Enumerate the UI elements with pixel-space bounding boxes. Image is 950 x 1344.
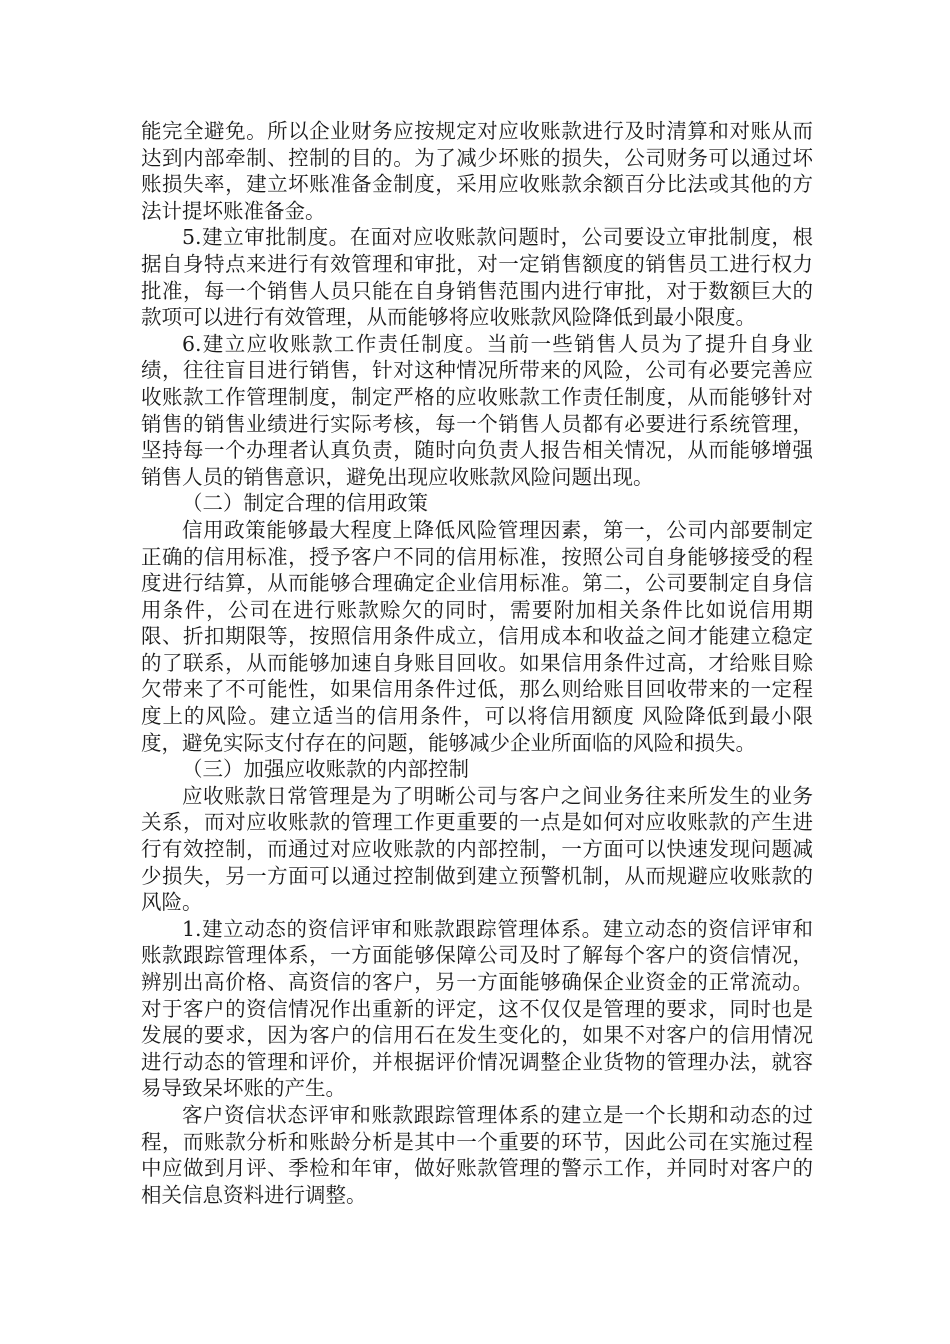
section-heading-internal-control: （三）加强应收账款的内部控制	[182, 757, 469, 782]
paragraph-approval-system: 5.建立审批制度。在面对应收账款问题时，公司要设立审批制度，根据自身特点来进行有效管理和审批，对一定销售额度的销售员工进行权力批准，每一个销售人员只能在自身销售范围内进行审批，对于数额巨大的款项可以进行有效管理，从而能够将应收账款风险降低到最小限度。	[141, 225, 813, 330]
paragraph-internal-control: 应收账款日常管理是为了明晰公司与客户之间业务往来所发生的业务关系，而对应收账款的管理工作更重要的一点是如何对应收账款的产生进行有效控制，而通过对应收账款的内部控制，一方面可以快速发现问题减少损失，另一方面可以通过控制做到建立预警机制，从而规避应收账款的风险。	[141, 783, 813, 915]
paragraph-tracking-system: 客户资信状态评审和账款跟踪管理体系的建立是一个长期和动态的过程，而账款分析和账龄分析是其中一个重要的环节，因此公司在实施过程中应做到月评、季检和年审，做好账款管理的警示工作，并同时对客户的相关信息资料进行调整。	[141, 1102, 813, 1207]
paragraph-continuation: 能完全避免。所以企业财务应按规定对应收账款进行及时清算和对账从而达到内部牵制、控制的目的。为了减少坏账的损失，公司财务可以通过坏账损失率，建立坏账准备金制度，采用应收账款余额百分比法或其他的方法计提坏账准备金。	[141, 119, 813, 223]
paragraph-credit-policy: 信用政策能够最大程度上降低风险管理因素，第一，公司内部要制定正确的信用标准，授予客户不同的信用标准，按照公司自身能够接受的程度进行结算，从而能够合理确定企业信用标准。第二，公司要制定自身信用条件，公司在进行账款赊欠的同时，需要附加相关条件比如说信用期限、折扣期限等，按照信用条件成立，信用成本和收益之间才能建立稳定的了联系，从而能够加速自身账目回收。如果信用条件过高，才给账目赊欠带来了不可能性，如果信用条件过低，那么则给账目回收带来的一定程度上的风险。建立适当的信用条件，可以将信用额度 风险降低到最小限度，避免实际支付存在的问题，能够减少企业所面临的风险和损失。	[141, 517, 813, 755]
paragraph-responsibility-system: 6.建立应收账款工作责任制度。当前一些销售人员为了提升自身业绩，往往盲目进行销售，针对这种情况所带来的风险，公司有必要完善应收账款工作管理制度，制定严格的应收账款工作责任制度，从而能够针对销售的销售业绩进行实际考核，每一个销售人员都有必要进行系统管理，坚持每一个办理者认真负责，随时向负责人报告相关情况，从而能够增强销售人员的销售意识，避免出现应收账款风险问题出现。	[141, 331, 813, 489]
document-page	[141, 118, 813, 1208]
section-heading-credit-policy: （二）制定合理的信用政策	[182, 491, 428, 516]
paragraph-dynamic-credit-review: 1.建立动态的资信评审和账款跟踪管理体系。建立动态的资信评审和账款跟踪管理体系，一方面能够保障公司及时了解每个客户的资信情况，辨别出高价格、高资信的客户，另一方面能够确保企业资金的正常流动。对于客户的资信情况作出重新的评定，这不仅仅是管理的要求，同时也是发展的要求，因为客户的信用石在发生变化的，如果不对客户的信用情况进行动态的管理和评价，并根据评价情况调整企业货物的管理办法，就容易导致呆坏账的产生。	[141, 916, 813, 1101]
